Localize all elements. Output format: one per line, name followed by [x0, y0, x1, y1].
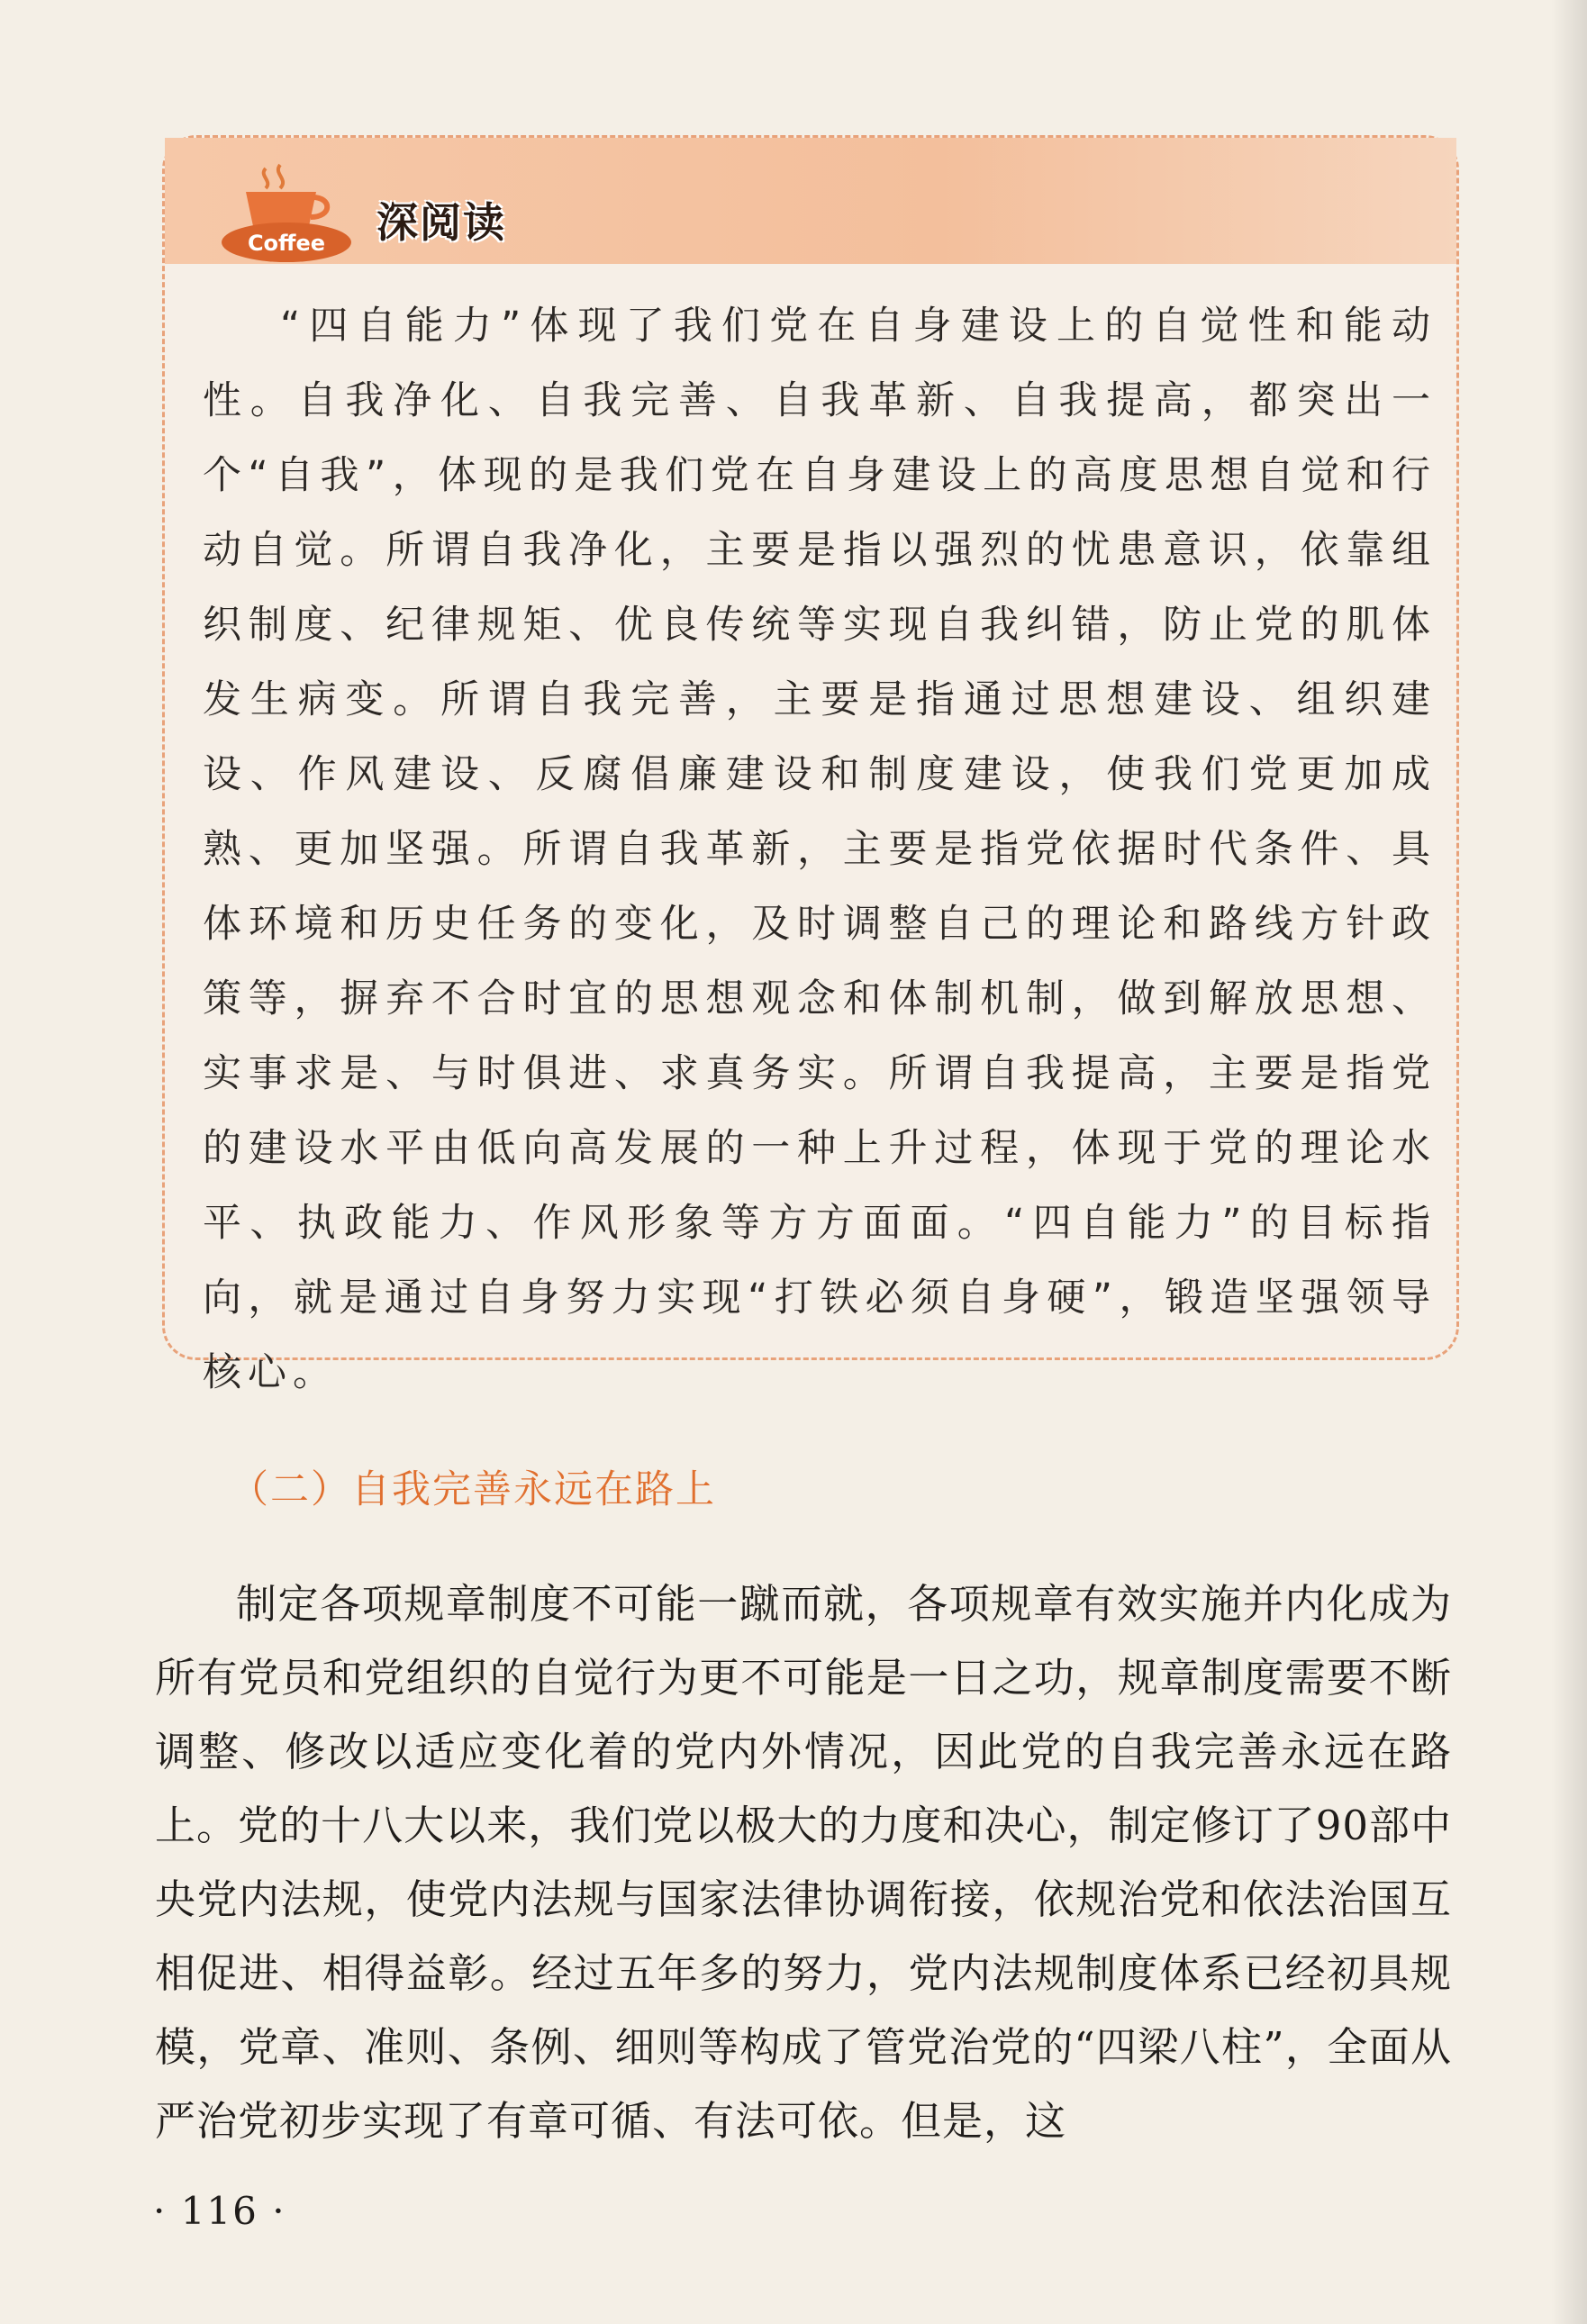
box-header-band [165, 138, 1456, 264]
page-edge-shadow [1551, 0, 1587, 2324]
coffee-cup-icon [219, 161, 354, 265]
coffee-badge-text: Coffee [247, 231, 326, 256]
main-paragraph: 制定各项规章制度不可能一蹴而就，各项规章有效实施并内化成为所有党员和党组织的自觉行为更不可能是一日之功，规章制度需要不断调整、修改以适应变化着的党内外情况，因此党的自我完善永远在路上。党的十八大以来，我们党以极大的力度和决心，制定修订了90部中央党内法规，使党内法规与国家法律协调衔接，依规治党和依法治国互相促进、相得益彰。经过五年多的努力，党内法规制度体系已经初具规模，党章、准则、条例、细则等构成了管党治党的“四梁八柱”，全面从严治党初步实现了有章可循、有法可依。但是，这 [155, 1580, 1452, 2145]
box-paragraph: “四自能力”体现了我们党在自身建设上的自觉性和能动性。自我净化、自我完善、自我革新、自我提高，都突出一个“自我”，体现的是我们党在自身建设上的高度思想自觉和行动自觉。所谓自我净化，主要是指以强烈的忧患意识，依靠组织制度、纪律规矩、优良传统等实现自我纠错，防止党的肌体发生病变。所谓自我完善，主要是指通过思想建设、组织建设、作风建设、反腐倡廉建设和制度建设，使我们党更加成熟、更加坚强。所谓自我革新，主要是指党依据时代条件、具体环境和历史任务的变化，及时调整自己的理论和路线方针政策等，摒弃不合时宜的思想观念和体制机制，做到解放思想、实事求是、与时俱进、求真务实。所谓自我提高，主要是指党的建设水平由低向高发展的一种上升过程，体现于党的理论水平、执政能力、作风形象等方方面面。“四自能力”的目标指向，就是通过自身努力实现“打铁必须自身硬”，锻造坚强领导核心。 [203, 304, 1437, 1395]
box-title: 深阅读 [376, 198, 506, 247]
section-heading: （二）自我完善永远在路上 [230, 1467, 716, 1512]
deep-reading-box [162, 135, 1459, 1395]
page-number: · 116 · [153, 2189, 286, 2233]
box-body [203, 289, 1437, 1411]
main-body-text [155, 1567, 1452, 2158]
